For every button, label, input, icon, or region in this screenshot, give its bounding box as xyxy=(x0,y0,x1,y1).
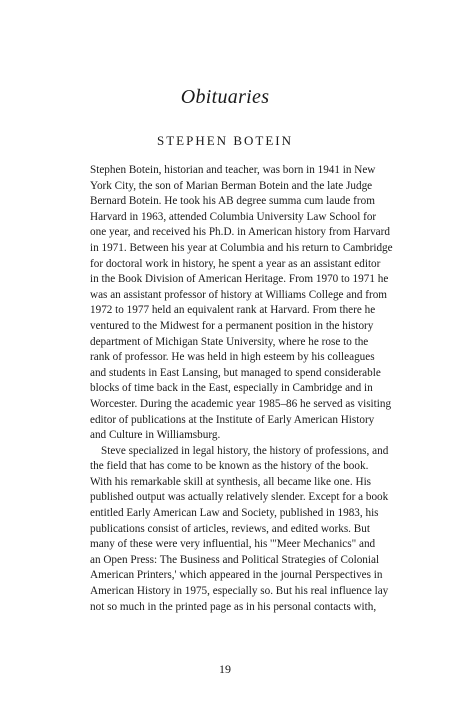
text-line: was an assistant professor of history at Williams College and from xyxy=(90,288,387,301)
page-number: 19 xyxy=(219,662,231,676)
text-line: Harvard in 1963, attended Columbia University Law School for xyxy=(90,210,377,223)
text-line: publications consist of articles, reviews, and edited works. But xyxy=(90,522,370,535)
text-line: many of these were very influential, his '"Meer Mechanics" and xyxy=(90,538,376,551)
text-line: and Culture in Williamsburg. xyxy=(90,429,221,442)
obituary-name-heading: STEPHEN BOTEIN xyxy=(157,133,293,148)
text-line: ventured to the Midwest for a permanent position in the history xyxy=(90,319,374,332)
text-line: blocks of time back in the East, especially in Cambridge and in xyxy=(90,382,373,395)
text-line: Steve specialized in legal history, the history of professions, and xyxy=(101,444,389,457)
text-line: American Printers,' which appeared in the journal Perspectives in xyxy=(90,569,383,582)
text-line: York City, the son of Marian Berman Botein and the late Judge xyxy=(90,179,373,192)
text-line: and students in East Lansing, but managed to spend considerable xyxy=(90,366,381,379)
text-line: Bernard Botein. He took his AB degree summa cum laude from xyxy=(90,195,375,208)
text-line: in the Book Division of American Heritage. From 1970 to 1971 he xyxy=(90,273,389,286)
text-line: editor of publications at the Institute of Early American History xyxy=(90,413,375,426)
paragraph xyxy=(90,444,389,616)
text-line: With his remarkable skill at synthesis, all became like one. His xyxy=(90,475,372,488)
text-line: 1972 to 1977 held an equivalent rank at Harvard. From there he xyxy=(90,304,376,317)
text-line: not so much in the printed page as in his personal contacts with, xyxy=(90,600,377,613)
paragraph xyxy=(90,163,393,444)
section-title: Obituaries xyxy=(180,86,270,108)
text-line: entitled Early American Law and Society, published in 1983, his xyxy=(90,507,379,520)
text-line: published output was actually relatively slender. Except for a book xyxy=(90,491,389,504)
text-line: an Open Press: The Business and Political Strategies of Colonial xyxy=(90,553,380,566)
text-line: Stephen Botein, historian and teacher, was born in 1941 in New xyxy=(90,164,376,176)
obituary-body xyxy=(90,163,393,615)
text-line: for doctoral work in history, he spent a year as an assistant editor xyxy=(90,257,381,270)
text-line: the field that has come to be known as the history of the book. xyxy=(90,460,369,473)
text-line: rank of professor. He was held in high esteem by his colleagues xyxy=(90,351,375,364)
text-line: in 1971. Between his year at Columbia and his return to Cambridge xyxy=(90,241,393,254)
text-line: American History in 1975, especially so. But his real influence lay xyxy=(90,585,389,598)
text-line: Worcester. During the academic year 1985–86 he served as visiting xyxy=(90,397,392,410)
text-line: department of Michigan State University, where he rose to the xyxy=(90,335,369,348)
text-line: one year, and received his Ph.D. in American history from Harvard xyxy=(90,226,390,239)
